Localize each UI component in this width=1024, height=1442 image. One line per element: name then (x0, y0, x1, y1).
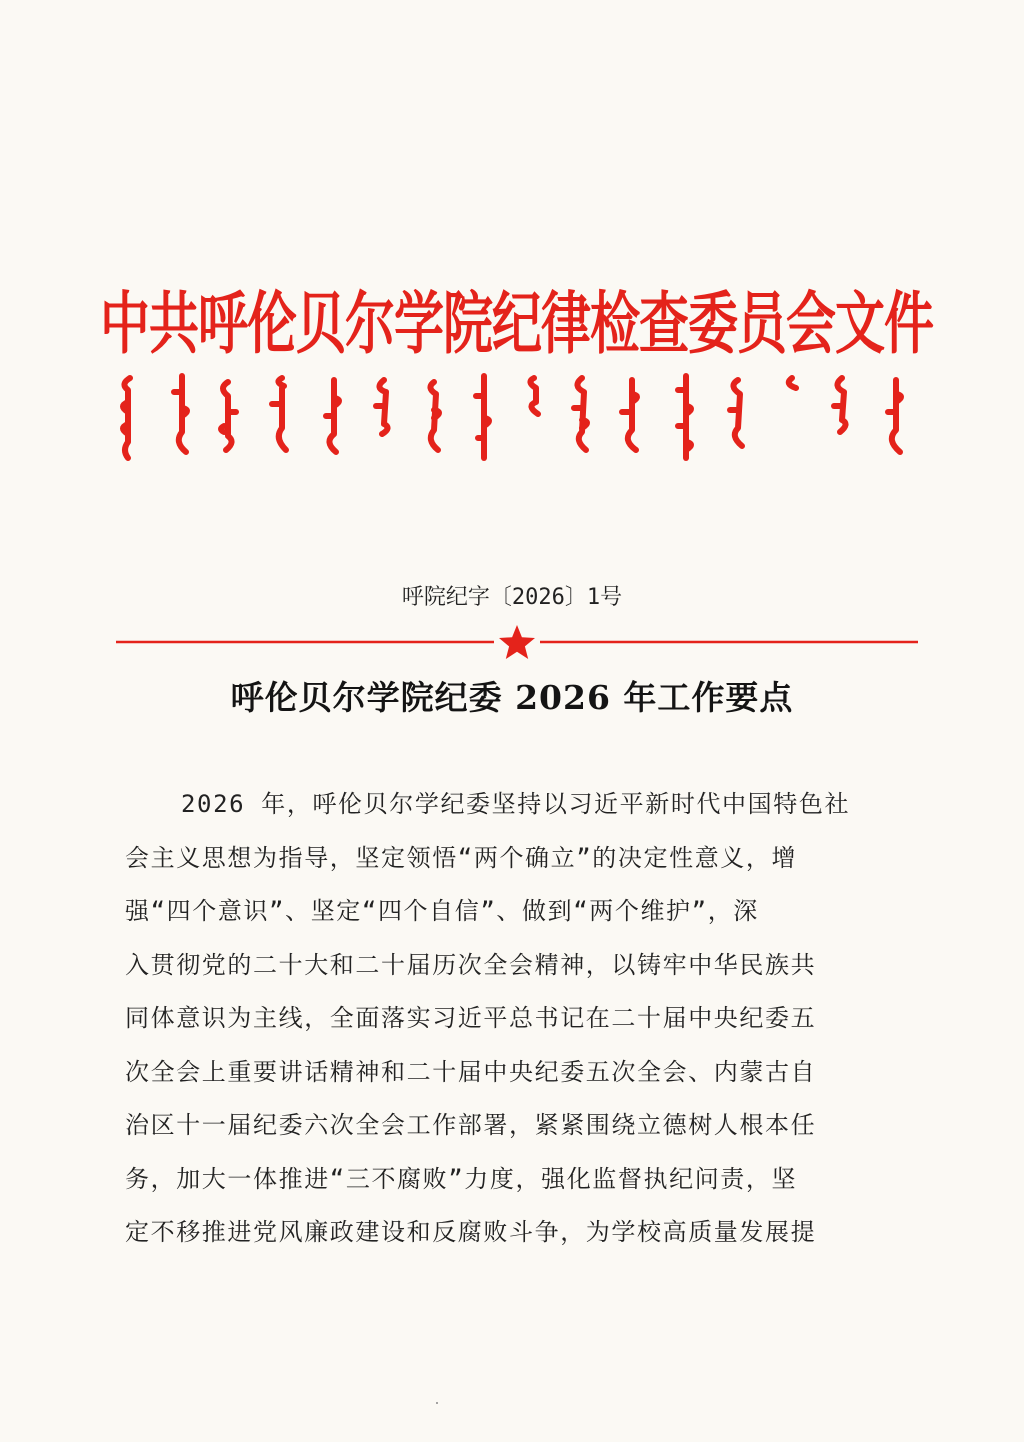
body-line: 务，加大一体推进“三不腐败”力度，强化监督执纪问责，坚 (125, 1164, 798, 1193)
body-line: 会主义思想为指导，坚定领悟“两个确立”的决定性意义，增 (125, 843, 798, 872)
star-icon (499, 625, 535, 659)
mongolian-masthead-graphic (112, 372, 922, 464)
body-line: 强“四个意识”、坚定“四个自信”、做到“两个维护”，深 (125, 897, 759, 925)
body-line: 定不移推进党风廉政建设和反腐败斗争，为学校高质量发展提 (125, 1218, 817, 1246)
red-divider (116, 622, 918, 662)
body-line: 入贯彻党的二十大和二十届历次全会精神，以铸牢中华民族共 (125, 950, 817, 979)
document-body (125, 784, 915, 1266)
body-line: 同体意识为主线，全面落实习近平总书记在二十届中央纪委五 (125, 1004, 817, 1032)
document-number: 呼院纪字〔2026〕1号 (401, 585, 623, 610)
body-line: 次全会上重要讲话精神和二十届中央纪委五次全会、内蒙古自 (125, 1057, 817, 1086)
scan-speck (436, 1402, 438, 1404)
document-title: 呼伦贝尔学院纪委 2026 年工作要点 (230, 678, 794, 717)
body-line: 治区十一届纪委六次全会工作部署，紧紧围绕立德树人根本任 (125, 1111, 817, 1139)
body-line: 2026 年，呼伦贝尔学纪委坚持以习近平新时代中国特色社 (181, 790, 851, 818)
masthead-title: 中共呼伦贝尔学院纪律检查委员会文件 (100, 284, 933, 364)
